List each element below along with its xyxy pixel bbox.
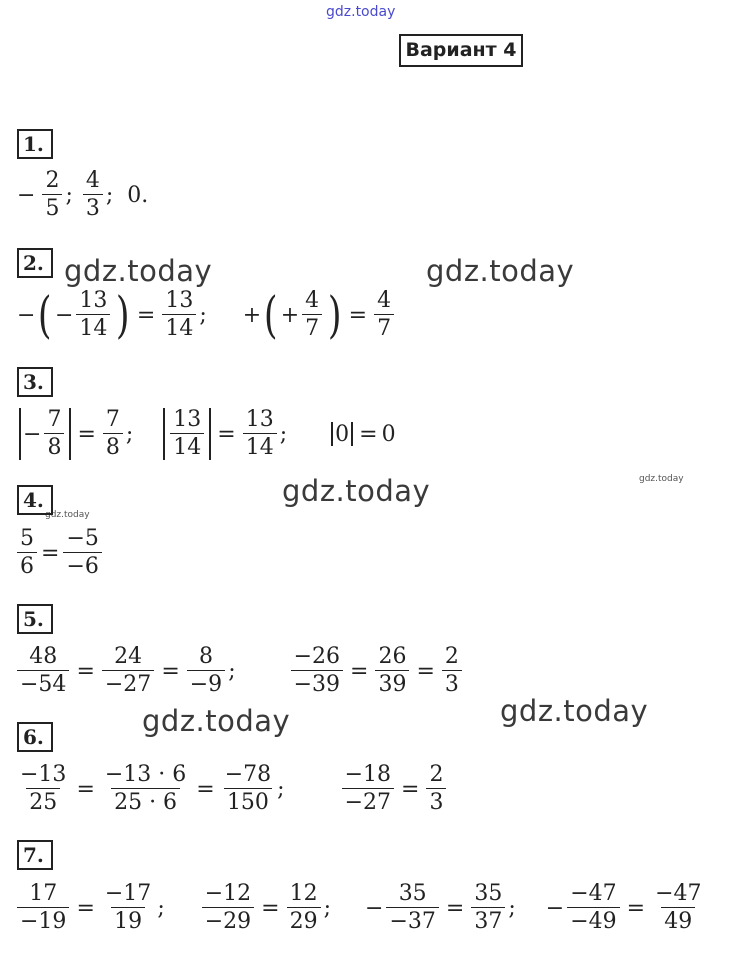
task-number: 1.: [17, 129, 53, 159]
task-number: 5.: [17, 604, 53, 634]
watermark: gdz.today: [142, 704, 291, 738]
watermark-top: gdz.today: [326, 4, 396, 20]
task-number: 6.: [17, 722, 53, 752]
task-number: 4.: [17, 485, 53, 515]
task-6-answer: $\frac{-13}{25}$ = $\frac{-13 \cdot 6}{25 \cdot 6}$ = $\frac{-78}{150}$ ; $\frac{-18}{-27}$ = $\frac{2}{3}$: [17, 764, 449, 814]
task-7-answer: $\frac{17}{-19}$ = $\frac{-17}{19}$ ; $\frac{-12}{-29}$ = $\frac{12}{29}$ ; − $\frac{35}{-37}$ = $\frac{35}{37}$ ; − $\frac{-47}{-49}$ = $\frac{-47}{49}$: [17, 883, 708, 933]
watermark-small: gdz.today: [639, 474, 684, 484]
watermark: gdz.today: [64, 254, 213, 288]
task-2-answer: − ( − $\frac{13}{14}$ ) = $\frac{13}{14}$ ; + ( + $\frac{4}{7}$ ) = $\frac{4}{7}$: [17, 290, 397, 340]
task-number: 3.: [17, 367, 53, 397]
watermark-small: gdz.today: [45, 510, 90, 520]
task-3-answer: − $\frac{7}{8}$ = $\frac{7}{8}$ ; $\frac{13}{14}$ = $\frac{13}{14}$ ; 0 = 0: [17, 408, 396, 460]
task-1-answer: − $\frac{2}{5}$ ; $\frac{4}{3}$ ; 0.: [17, 168, 149, 221]
task-number: 2.: [17, 248, 53, 278]
watermark: gdz.today: [500, 694, 649, 728]
task-number: 7.: [17, 840, 53, 870]
watermark: gdz.today: [426, 254, 575, 288]
fraction: $\frac{4}{3}$: [83, 170, 103, 220]
task-4-answer: $\frac{5}{6}$ = $\frac{-5}{-6}$: [17, 528, 105, 578]
variant-title: Вариант 4: [399, 34, 523, 67]
task-5-answer: $\frac{48}{-54}$ = $\frac{24}{-27}$ = $\frac{8}{-9}$ ; $\frac{-26}{-39}$ = $\frac{26}{39}$ = $\frac{2}{3}$: [17, 646, 465, 696]
fraction: $\frac{2}{5}$: [42, 170, 62, 220]
watermark: gdz.today: [282, 474, 431, 508]
